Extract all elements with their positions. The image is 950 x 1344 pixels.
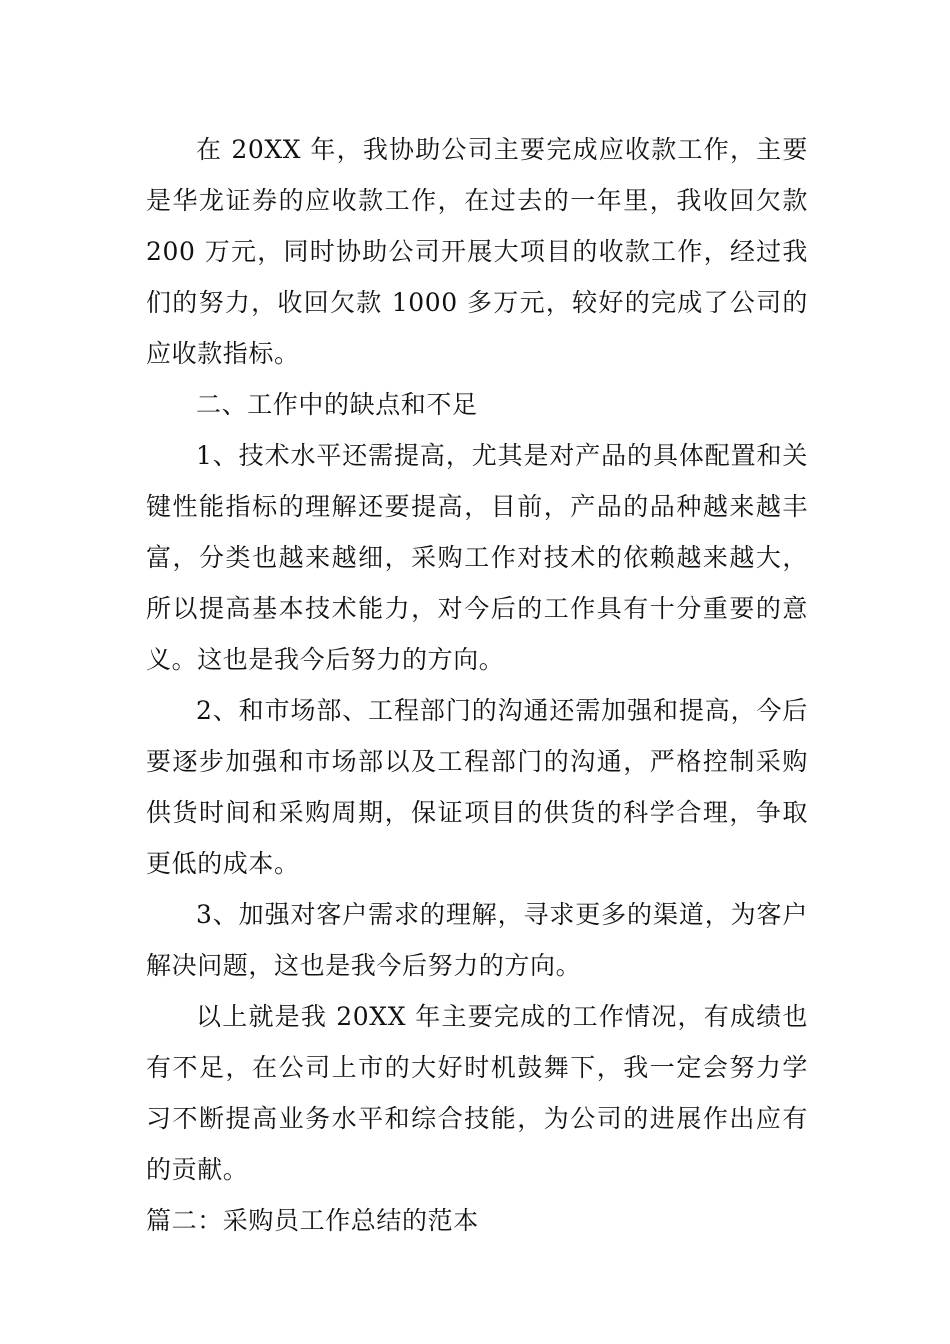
paragraph-summary: 以上就是我 20XX 年主要完成的工作情况，有成绩也有不足，在公司上市的大好时机鼓舞下，我一定会努力学习不断提高业务水平和综合技能，为公司的进展作出应有的贡献。: [146, 1002, 808, 1184]
paragraph-point-2: 2、和市场部、工程部门的沟通还需加强和提高，今后要逐步加强和市场部以及工程部门的沟通，严格控制采购供货时间和采购周期，保证项目的供货的科学合理，争取更低的成本。: [146, 696, 808, 878]
paragraph-point-1: 1、技术水平还需提高，尤其是对产品的具体配置和关键性能指标的理解还要提高，目前，产品的品种越来越丰富，分类也越来越细，采购工作对技术的依赖越来越大，所以提高基本技术能力，对今后的工作具有十分重要的意义。这也是我今后努力的方向。: [146, 441, 808, 674]
paragraph-point-3: 3、加强对客户需求的理解，寻求更多的渠道，为客户解决问题，这也是我今后努力的方向。: [146, 900, 808, 980]
paragraph-receivables: 在 20XX 年，我协助公司主要完成应收款工作，主要是华龙证券的应收款工作，在过去的一年里，我收回欠款 200 万元，同时协助公司开展大项目的收款工作，经过我们的努力，收回欠款 1000 多万元，较好的完成了公司的应收款指标。: [146, 135, 808, 368]
document-page: [146, 124, 808, 1246]
heading-shortcomings: 二、工作中的缺点和不足: [196, 390, 478, 419]
section-heading: 篇二：采购员工作总结的范本: [146, 1206, 479, 1235]
